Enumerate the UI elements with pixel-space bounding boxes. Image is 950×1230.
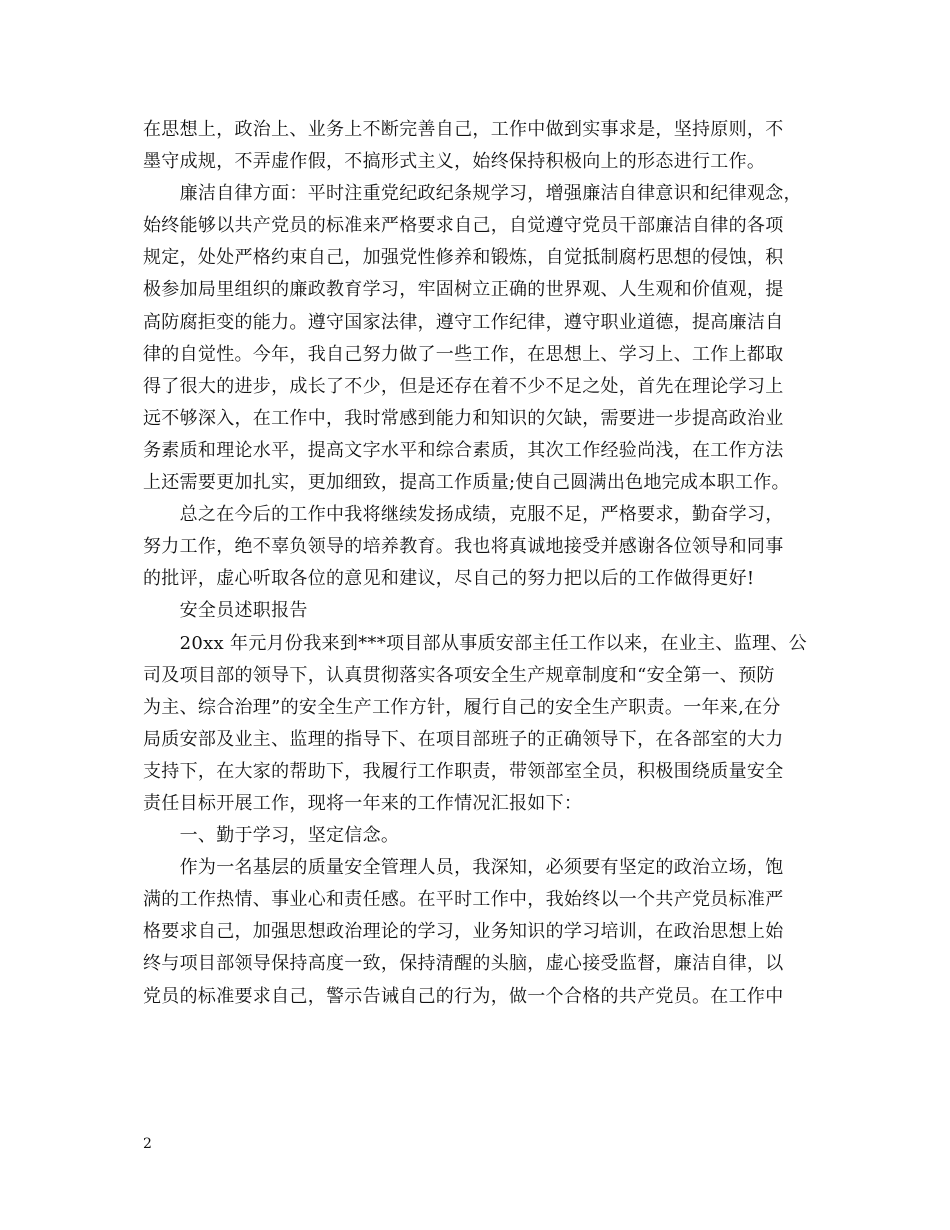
text-line: 律的自觉性。今年，我自己努力做了一些工作，在思想上、学习上、工作上都取: [143, 343, 784, 365]
text-line: 总之在今后的工作中我将继续发扬成绩，克服不足，严格要求，勤奋学习，: [143, 504, 784, 526]
page-number: 2: [143, 1136, 152, 1152]
text-line: 上还需要更加扎实，更加细致，提高工作质量;使自己圆满出色地完成本职工作。: [143, 472, 790, 494]
text-line: 廉洁自律方面：平时注重党纪政纪条规学习，增强廉洁自律意识和纪律观念，: [143, 183, 802, 205]
text-line: 极参加局里组织的廉政教育学习，牢固树立正确的世界观、人生观和价值观，提: [143, 279, 784, 301]
text-line: 作为一名基层的质量安全管理人员，我深知，必须要有坚定的政治立场，饱: [143, 857, 784, 879]
text-line: 墨守成规，不弄虚作假，不搞形式主义，始终保持积极向上的形态进行工作。: [143, 151, 766, 173]
text-line: 支持下，在大家的帮助下，我履行工作职责，带领部室全员，积极围绕质量安全: [143, 760, 784, 782]
text-line: 规定，处处严格约束自己，加强党性修养和锻炼，自觉抵制腐朽思想的侵蚀，积: [143, 247, 784, 269]
text-line: 格要求自己，加强思想政治理论的学习，业务知识的学习培训，在政治思想上始: [143, 921, 784, 943]
text-line: 党员的标准要求自己，警示告诫自己的行为，做一个合格的共产党员。在工作中: [143, 985, 784, 1007]
document-body: [143, 114, 821, 1013]
text-line: 得了很大的进步，成长了不少，但是还存在着不少不足之处，首先在理论学习上: [143, 375, 784, 397]
text-line: 高防腐拒变的能力。遵守国家法律，遵守工作纪律，遵守职业道德，提高廉洁自: [143, 311, 784, 333]
subsection-heading: 一、勤于学习，坚定信念。: [143, 825, 400, 847]
text-line: 局质安部及业主、监理的指导下、在项目部班子的正确领导下，在各部室的大力: [143, 728, 784, 750]
text-line: 20xx 年元月份我来到***项目部从事质安部主任工作以来，在业主、监理、公: [143, 632, 807, 654]
text-line: 在思想上，政治上、业务上不断完善自己，工作中做到实事求是，坚持原则，不: [143, 119, 784, 140]
text-line: 司及项目部的领导下，认真贯彻落实各项安全生产规章制度和“安全第一、预防: [143, 664, 775, 686]
text-line: 的批评，虚心听取各位的意见和建议，尽自己的努力把以后的工作做得更好!: [143, 568, 755, 590]
text-line: 为主、综合治理”的安全生产工作方针，履行自己的安全生产职责。一年来,在分: [143, 696, 781, 718]
text-line: 始终能够以共产党员的标准来严格要求自己，自觉遵守党员干部廉洁自律的各项: [143, 215, 784, 237]
text-line: 远不够深入，在工作中，我时常感到能力和知识的欠缺，需要进一步提高政治业: [143, 407, 784, 429]
text-line: 努力工作，绝不辜负领导的培养教育。我也将真诚地接受并感谢各位领导和同事: [143, 536, 784, 558]
text-line: 满的工作热情、事业心和责任感。在平时工作中，我始终以一个共产党员标准严: [143, 889, 784, 911]
text-line: 责任目标开展工作，现将一年来的工作情况汇报如下：: [143, 792, 583, 814]
text-line: 务素质和理论水平，提高文字水平和综合素质，其次工作经验尚浅，在工作方法: [143, 439, 784, 461]
section-heading: 安全员述职报告: [143, 600, 308, 622]
text-line: 终与项目部领导保持高度一致，保持清醒的头脑，虚心接受监督，廉洁自律，以: [143, 953, 784, 975]
